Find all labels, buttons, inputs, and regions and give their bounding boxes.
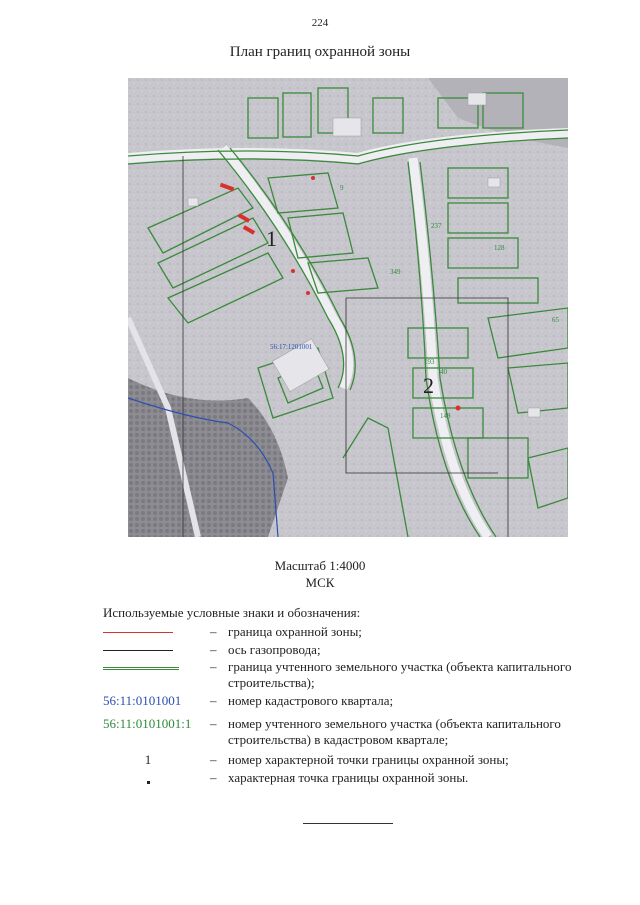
green-line-symbol bbox=[103, 667, 179, 670]
legend-dash: – bbox=[210, 752, 217, 767]
page-number: 224 bbox=[311, 17, 329, 29]
legend-dash: – bbox=[210, 642, 217, 657]
legend-symbol bbox=[103, 642, 195, 651]
legend-text: номер характерной точки границы охранной зоны; bbox=[228, 752, 509, 767]
point-symbol bbox=[147, 781, 150, 784]
legend-symbol-point-number: 1 bbox=[144, 752, 152, 767]
aerial-map bbox=[128, 78, 568, 537]
legend-symbol bbox=[103, 770, 193, 784]
scale-text: Масштаб 1:4000 bbox=[274, 558, 366, 573]
parcel-number: 349 bbox=[390, 268, 401, 276]
parcel-number: 9 bbox=[340, 184, 344, 192]
legend-heading: Используемые условные знаки и обозначения: bbox=[103, 605, 361, 620]
legend-dash: – bbox=[210, 624, 217, 639]
parcel-number: 148 bbox=[440, 412, 451, 420]
scale-block bbox=[0, 557, 640, 591]
footer-line bbox=[303, 823, 393, 824]
zone-label-1: 1 bbox=[266, 226, 277, 251]
parcel-number: 193 bbox=[424, 358, 435, 366]
parcel-number: 40 bbox=[440, 368, 447, 376]
legend-dash: – bbox=[210, 693, 217, 708]
zone-label-2: 2 bbox=[423, 373, 434, 398]
legend-symbol bbox=[103, 624, 195, 633]
legend-text: граница учтенного земельного участка (объекта капитального строительства); bbox=[228, 659, 572, 690]
parcel-number: 65 bbox=[552, 316, 559, 324]
legend-dash: – bbox=[210, 770, 217, 785]
coordinate-system: МСК bbox=[305, 575, 335, 590]
parcel-number: 237 bbox=[431, 222, 442, 230]
black-line-symbol bbox=[103, 650, 173, 651]
red-line-symbol bbox=[103, 632, 173, 633]
map-svg bbox=[128, 78, 568, 537]
page-title: План границ охранной зоны bbox=[229, 44, 411, 60]
cadastral-quarter-label: 56:17:1201001 bbox=[270, 343, 313, 351]
legend-text: граница охранной зоны; bbox=[228, 624, 362, 639]
legend-text: ось газопровода; bbox=[228, 642, 321, 657]
legend-symbol-quarter: 56:11:0101001 bbox=[103, 693, 182, 708]
legend-symbol bbox=[103, 659, 195, 670]
parcel-number: 128 bbox=[494, 244, 505, 252]
legend-text: характерная точка границы охранной зоны. bbox=[228, 770, 469, 785]
legend-dash: – bbox=[210, 659, 217, 674]
legend-symbol-parcel: 56:11:0101001:1 bbox=[103, 716, 192, 731]
legend-text: номер учтенного земельного участка (объекта капитального строительства) в кадастровом квартале; bbox=[228, 716, 561, 747]
legend-text: номер кадастрового квартала; bbox=[228, 693, 394, 708]
legend-dash: – bbox=[210, 716, 217, 731]
